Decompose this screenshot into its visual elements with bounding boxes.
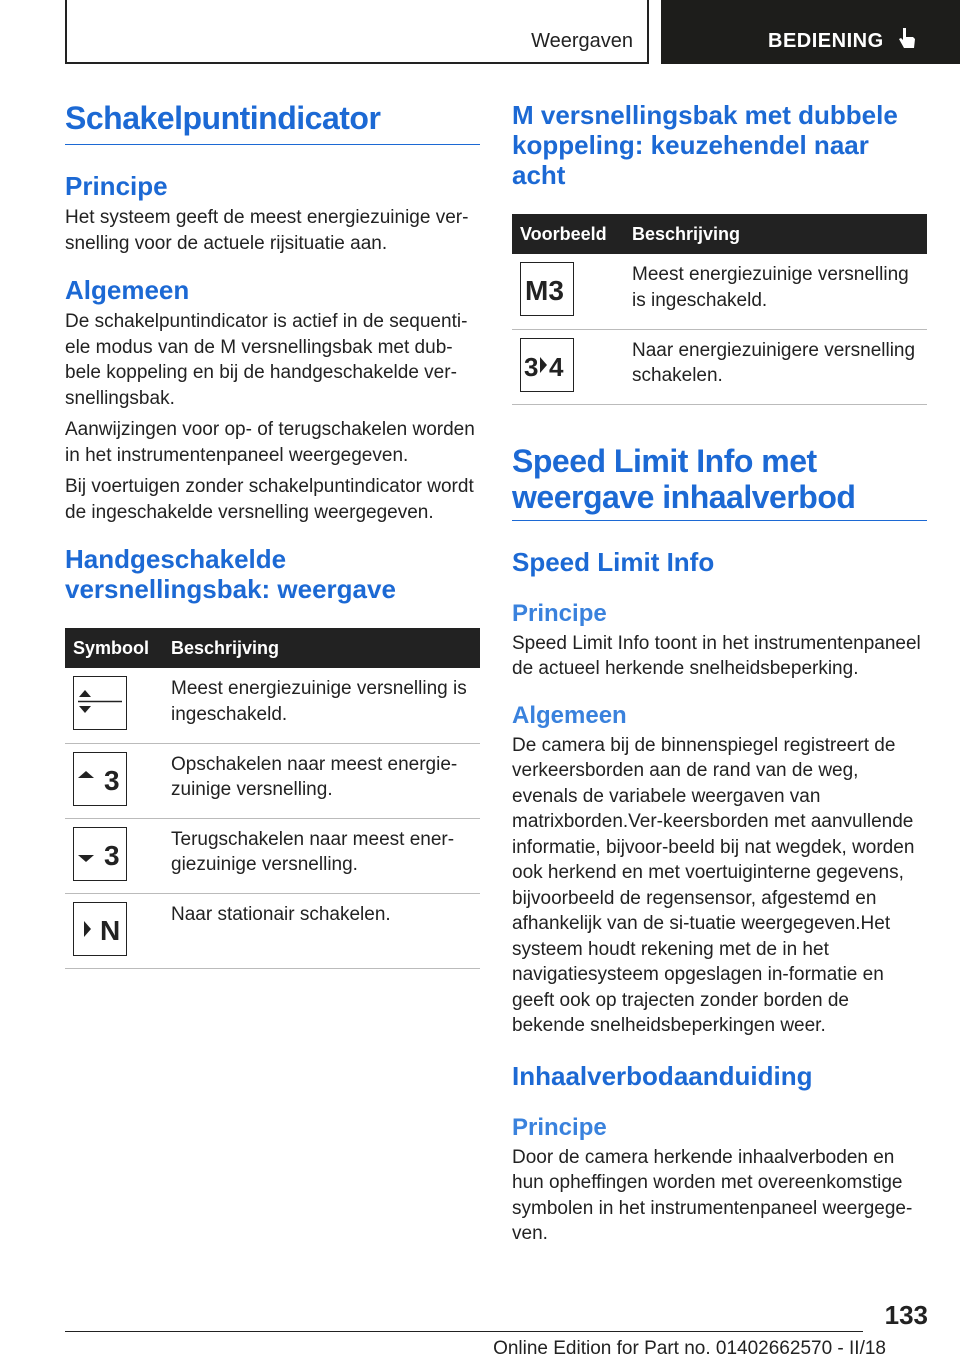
principe-text: Het systeem geeft de meest energiezuinige ver-snelling voor de actuele rijsituatie aan. — [65, 207, 469, 254]
table-header-voorbeeld: Voorbeeld — [512, 214, 632, 254]
header-chapter-tab — [661, 0, 960, 64]
upshift-3-icon — [73, 752, 127, 806]
heading-speed-limit-info: Speed Limit Info — [512, 546, 715, 577]
header-section-title: Weergaven — [531, 30, 633, 52]
table-row-description: Naar stationair schakelen. — [171, 893, 480, 968]
section-title-schakelpuntindicator: Schakelpuntindicator — [65, 100, 480, 145]
page-number: 133 — [884, 1300, 928, 1330]
table-header-beschrijving: Beschrijving — [632, 214, 927, 254]
sli-algemeen-text: De camera bij de binnenspiegel registreert de verkeersborden aan de rand van de weg, evenals de variabele weergaven van matrixborden.Ver-keersborden met aanvullende informatie, bijvoor-beeld bij nat wegdek, worden ook herkend en met voertuiginterne gegevens, bijvoorbeeld de regensensor, afgestemd en afhankelijk van de si-tuatie weergegeven.Het systeem houdt rekening met de in het navigatiesysteem opgeslagen in-formatie en geeft ook op trajecten zonder borden de bekende snelheidsbeperkingen weer. — [512, 734, 915, 1036]
heading-inhaal-principe: Principe — [512, 1113, 607, 1141]
heading-inhaalverbodaanduiding: Inhaalverbodaanduiding — [512, 1060, 813, 1091]
left-column — [65, 100, 480, 969]
algemeen-paragraph-1: De schakelpuntindicator is actief in de sequenti-ele modus van de M versnellingsbak met dub-bele koppeling en bij de handgeschakelde ver-snellingsbak. — [65, 311, 468, 409]
inhaal-principe-text: Door de camera herkende inhaalverboden en hun opheffingen worden met overeenkomstige symbolen in het instrumentenpaneel weergege-ven. — [512, 1146, 913, 1244]
table-row — [65, 668, 480, 743]
table-header-beschrijving: Beschrijving — [171, 628, 480, 668]
table-row-description: Naar energiezuinigere versnelling schakelen. — [632, 329, 927, 404]
gear-indicator-table — [65, 628, 480, 969]
heading-handgeschakelde: Handgeschakelde versnellingsbak: weergave — [65, 544, 396, 604]
heading-sli-algemeen: Algemeen — [512, 701, 627, 729]
m3-gear-icon — [520, 262, 574, 316]
table-header-row — [512, 214, 927, 254]
algemeen-paragraph-2: Aanwijzingen voor op- of terugschakelen worden in het instrumentenpaneel weergegeven. — [65, 419, 475, 466]
section-title-speed-limit-info: Speed Limit Info met weergave inhaalverbod — [512, 443, 927, 521]
table-header-row — [65, 628, 480, 668]
heading-principe: Principe — [65, 171, 168, 201]
svg-text:3: 3 — [104, 839, 120, 869]
heading-algemeen: Algemeen — [65, 275, 190, 305]
header-chapter-label: BEDIENING — [768, 30, 884, 52]
footer-divider — [65, 1331, 863, 1332]
sli-principe-text: Speed Limit Info toont in het instrumentenpaneel de actueel herkende snelheidsbeperking. — [512, 632, 921, 679]
table-row — [512, 254, 927, 329]
table-row-description: Terugschakelen naar meest ener-giezuinige versnelling. — [171, 818, 480, 893]
shift-to-neutral-icon — [73, 902, 127, 956]
table-row — [65, 743, 480, 818]
table-row-description: Meest energiezuinige versnelling is ingeschakeld. — [171, 668, 480, 743]
table-header-symbool: Symbool — [65, 628, 171, 668]
svg-text:3: 3 — [524, 351, 539, 380]
svg-text:M3: M3 — [525, 275, 564, 304]
right-column — [512, 100, 927, 1247]
table-row — [65, 818, 480, 893]
svg-text:4: 4 — [549, 351, 564, 380]
shift-3-to-4-icon — [520, 338, 574, 392]
optimal-gear-icon — [73, 676, 127, 730]
table-row — [512, 329, 927, 404]
hand-pointer-icon — [896, 26, 918, 52]
table-row-description: Opschakelen naar meest energie-zuinige versnelling. — [171, 743, 480, 818]
svg-text:3: 3 — [104, 764, 120, 794]
m-gear-table — [512, 214, 927, 405]
downshift-3-icon — [73, 827, 127, 881]
footer-edition-text: Online Edition for Part no. 01402662570 - II/18 — [493, 1338, 886, 1359]
algemeen-paragraph-3: Bij voertuigen zonder schakelpuntindicator wordt de ingeschakelde versnelling weergegeven. — [65, 476, 474, 523]
heading-m-versnellingsbak: M versnellingsbak met dubbele koppeling: keuzehendel naar acht — [512, 100, 898, 190]
heading-sli-principe: Principe — [512, 599, 607, 627]
svg-text:N: N — [100, 914, 121, 944]
header-section-box — [65, 0, 649, 64]
table-row — [65, 893, 480, 968]
table-row-description: Meest energiezuinige versnelling is ingeschakeld. — [632, 254, 927, 329]
